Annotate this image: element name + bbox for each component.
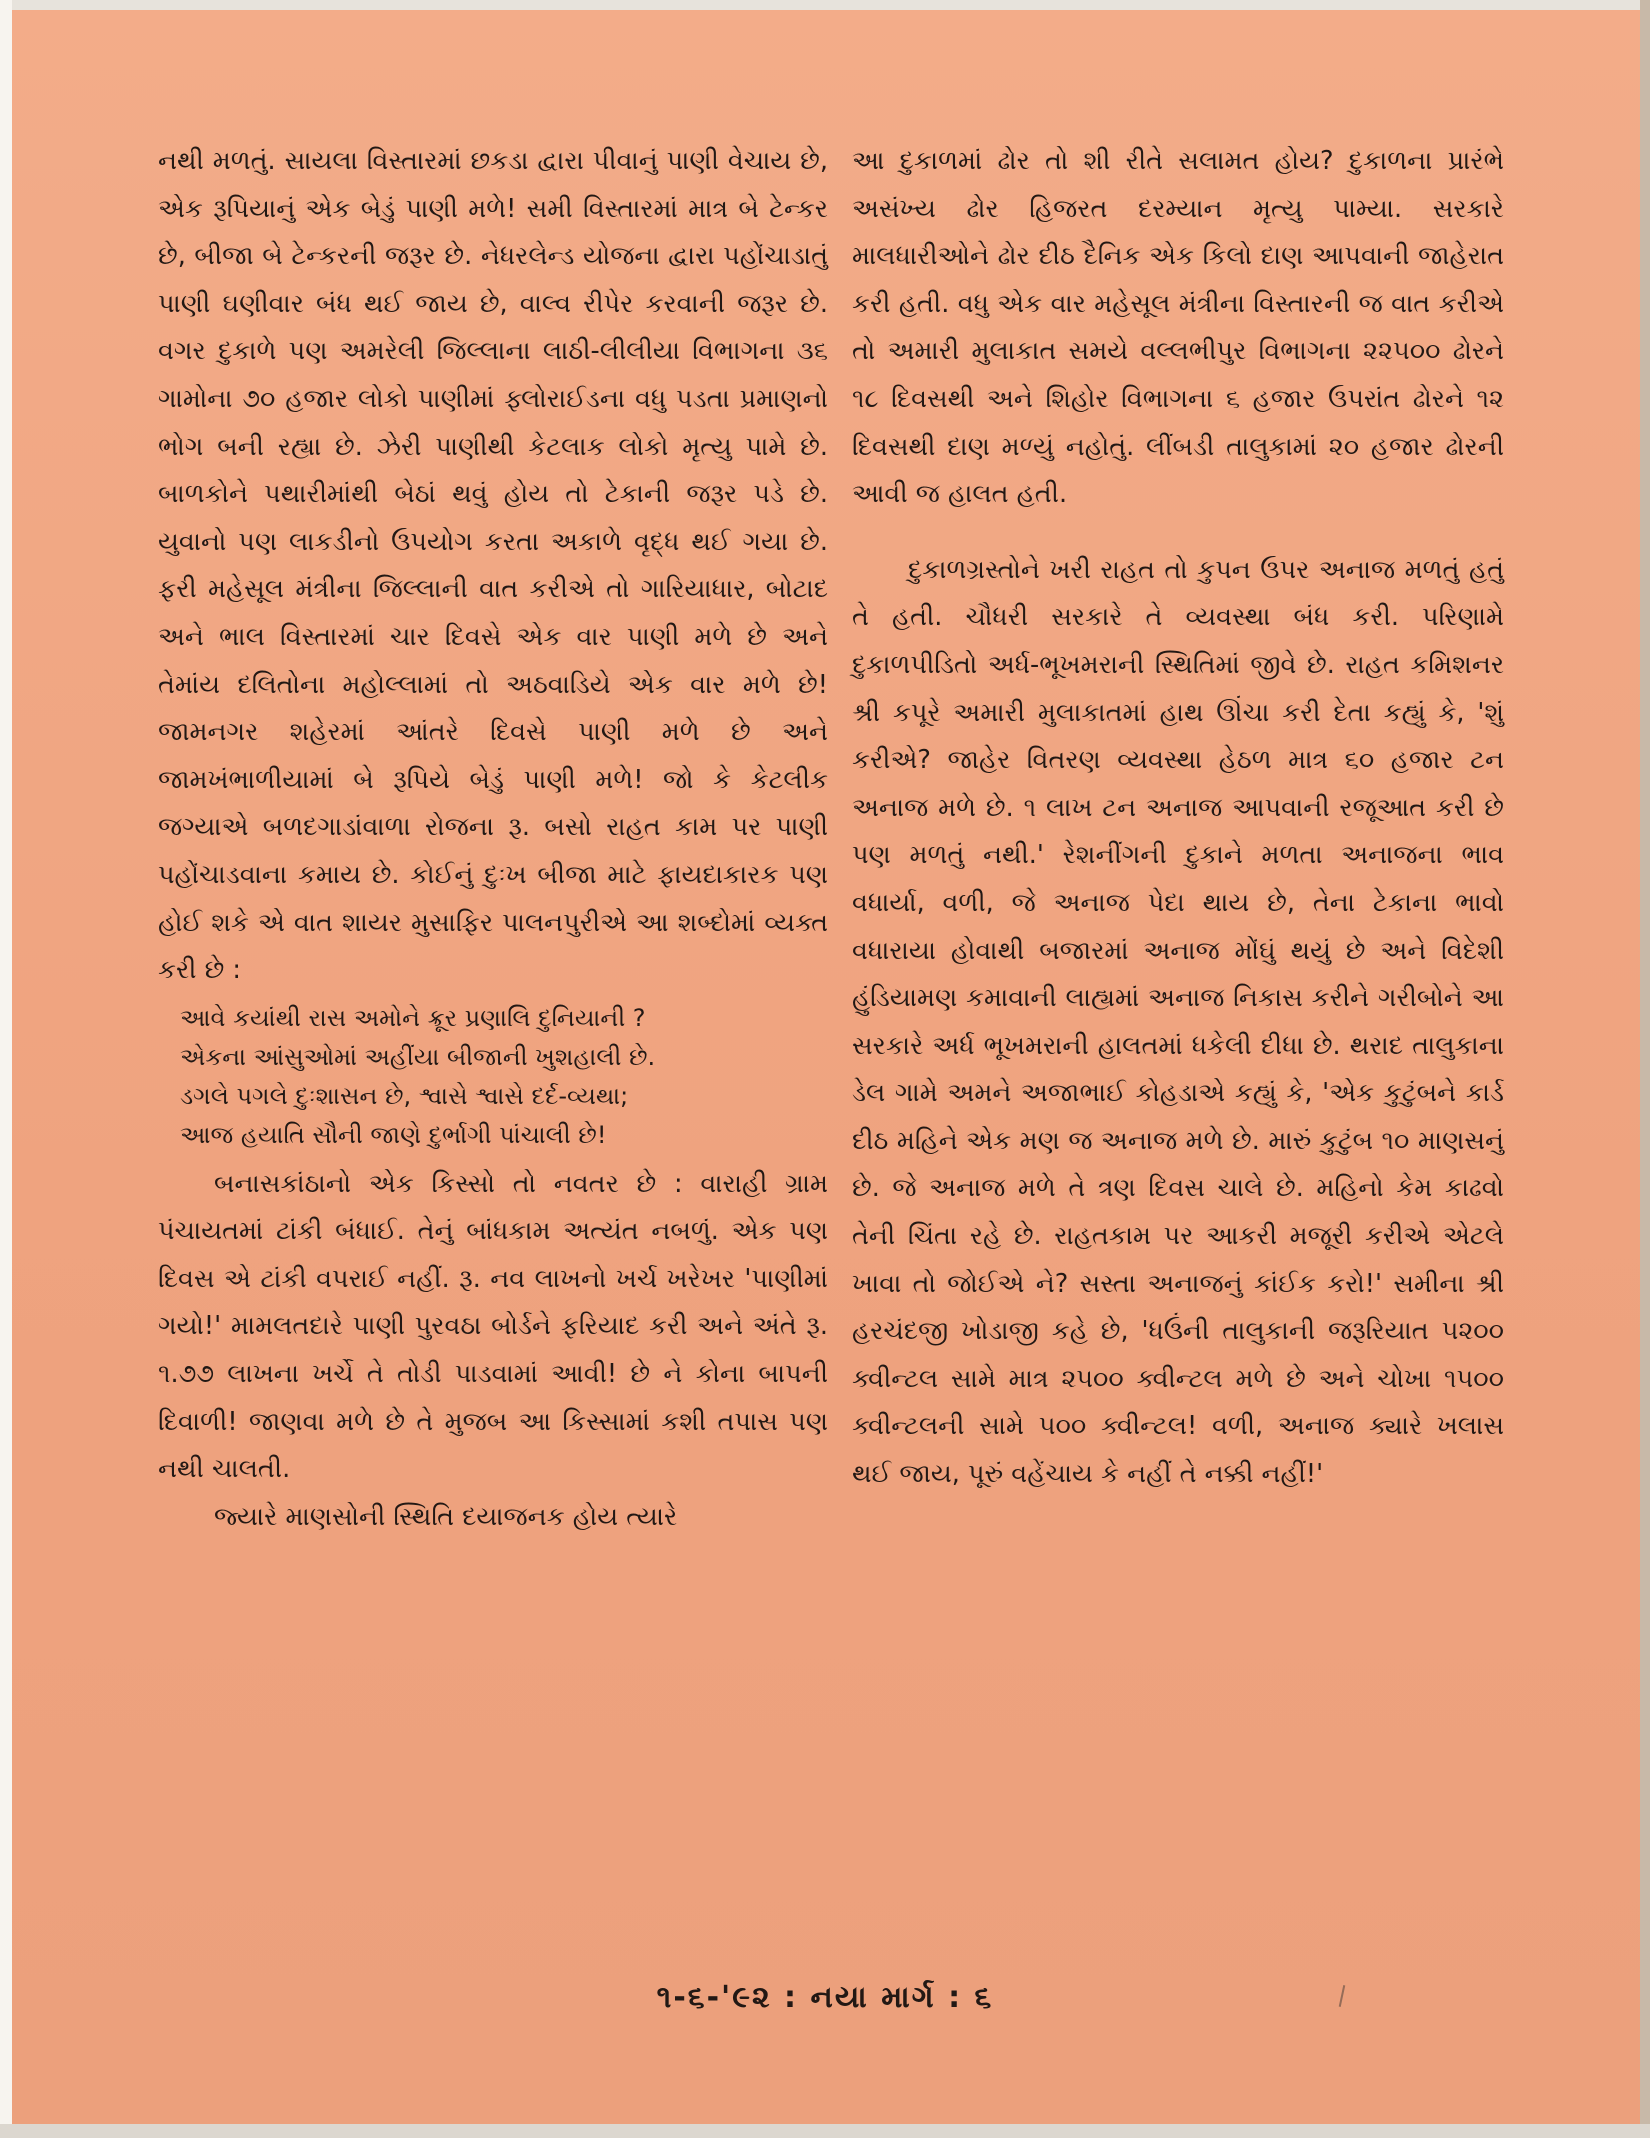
verse-line-4: આજ હયાતિ સૌની જાણે દુર્ભાગી પાંચાલી છે! xyxy=(180,1120,607,1149)
left-paragraph-3: જ્યારે માણસોની સ્થિતિ દયાજનક હોય ત્યારે xyxy=(214,1501,678,1532)
right-paragraph-1: આ દુકાળમાં ઢોર તો શી રીતે સલામત હોય? દુકાળના પ્રારંભે અસંખ્ય ઢોર હિજરત દરમ્યાન મૃત્યુ પામ્યા. સરકારે માલધારીઓને ઢોર દીઠ દૈનિક એક કિલો દાણ આપવાની જાહેરાત કરી હતી. વધુ એક વાર મહેસૂલ મંત્રીના વિસ્તારની જ વાત કરીએ તો અમારી મુલાકાત સમયે વલ્લભીપુર વિભાગના ૨૨૫૦૦ ઢોરને ૧૮ દિવસથી અને શિહોર વિભાગના ૬ હજાર ઉપરાંત ઢોરને ૧૨ દિવસથી દાણ મળ્યું નહોતું. લીંબડી તાલુકામાં ૨૦ હજાર ઢોરની આવી જ હાલત હતી. xyxy=(852,146,1504,510)
scan-edge-top xyxy=(0,0,1650,10)
right-paragraph-2: દુકાળગ્રસ્તોને ખરી રાહત તો કુપન ઉપર અનાજ મળતું હતું તે હતી. ચૌધરી સરકારે તે વ્યવસ્થા બંધ કરી. પરિણામે દુકાળપીડિતો અર્ધ-ભૂખમરાની સ્થિતિમાં જીવે છે. રાહત કમિશનર શ્રી કપૂરે અમારી મુલાકાતમાં હાથ ઊંચા કરી દેતા કહ્યું કે, 'શું કરીએ? જાહેર વિતરણ વ્યવસ્થા હેઠળ માત્ર ૬૦ હજાર ટન અનાજ મળે છે. ૧ લાખ ટન અનાજ આપવાની રજૂઆત કરી છે પણ મળતું નથી.' રેશનીંગની દુકાને મળતા અનાજના ભાવ વધાર્યા, વળી, જે અનાજ પેદા થાય છે, તેના ટેકાના ભાવો વધારાયા હોવાથી બજારમાં અનાજ મોંઘું થયું છે અને વિદેશી હુંડિયામણ કમાવાની લાહ્યમાં અનાજ નિકાસ કરીને ગરીબોને આ સરકારે અર્ધ ભૂખમરાની હાલતમાં ધકેલી દીધા છે. થરાદ તાલુકાના ડેલ ગામે અમને અજાભાઈ કોહડાએ કહ્યું કે, 'એક કુટુંબને કાર્ડ દીઠ મહિને એક મણ જ અનાજ મળે છે. મારું કુટુંબ ૧૦ માણસનું છે. જે અનાજ મળે તે ત્રણ દિવસ ચાલે છે. મહિનો કેમ કાઢવો તેની ચિંતા રહે છે. રાહતકામ પર આકરી મજૂરી કરીએ એટલે ખાવા તો જોઈએ ને? સસ્તા અનાજનું કાંઈક કરો!' સમીના શ્રી હરચંદજી ખોડાજી કહે છે, 'ધઉંની તાલુકાની જરૂરિયાત ૫૨૦૦ ક્વીન્ટલ સામે માત્ર ૨૫૦૦ ક્વીન્ટલ મળે છે અને ચોખા ૧૫૦૦ ક્વીન્ટલની સામે ૫૦૦ ક્વીન્ટલ! વળી, અનાજ ક્યારે ખલાસ થઈ જાય, પૂરું વહેંચાય કે નહીં તે નક્કી નહીં!' xyxy=(852,554,1504,1490)
verse-line-2: એકના આંસુઓમાં અહીંયા બીજાની ખુશહાલી છે. xyxy=(180,1042,656,1071)
left-paragraph-2: બનાસકાંઠાનો એક કિસ્સો તો નવતર છે : વારાહી ગ્રામ પંચાયતમાં ટાંકી બંધાઈ. તેનું બાંધકામ અત્યંત નબળું. એક પણ દિવસ એ ટાંકી વપરાઈ નહીં. રૂ. નવ લાખનો ખર્ચ ખરેખર 'પાણીમાં ગયો!' મામલતદારે પાણી પુરવઠા બોર્ડને ફરિયાદ કરી અને અંતે રૂ. ૧.૭૭ લાખના ખર્ચે તે તોડી પાડવામાં આવી! છે ને કોના બાપની દિવાળી! જાણવા મળે છે તે મુજબ આ કિસ્સામાં કશી તપાસ પણ નથી ચાલતી. xyxy=(158,1168,828,1485)
right-column xyxy=(852,138,1504,1499)
scan-edge-right xyxy=(1640,0,1650,2138)
scan-edge-bottom xyxy=(0,2124,1650,2138)
scan-edge-left xyxy=(0,0,12,2138)
verse-line-3: ડગલે પગલે દુઃશાસન છે, શ્વાસે શ્વાસે દર્દ-વ્યથા; xyxy=(180,1081,629,1110)
page-footer: ૧-૬-'૯૨ : નયા માર્ગ : ૬ xyxy=(656,1980,994,2015)
left-column xyxy=(158,138,828,1541)
verse-line-1: આવે કયાંથી રાસ અમોને ક્રૂર પ્રણાલિ દુનિયાની ? xyxy=(180,1003,646,1032)
left-paragraph-1: નથી મળતું. સાયલા વિસ્તારમાં છકડા દ્વારા પીવાનું પાણી વેચાય છે, એક રૂપિયાનું એક બેડું પાણી મળે! સમી વિસ્તારમાં માત્ર બે ટેન્કર છે, બીજા બે ટેન્કરની જરૂર છે. નેધરલેન્ડ યોજના દ્વારા પહોંચાડાતું પાણી ઘણીવાર બંધ થઈ જાય છે, વાલ્વ રીપેર કરવાની જરૂર છે. વગર દુકાળે પણ અમરેલી જિલ્લાના લાઠી-લીલીયા વિભાગના ૩૬ ગામોના ૭૦ હજાર લોકો પાણીમાં ફ્લોરાઈડના વધુ પડતા પ્રમાણનો ભોગ બની રહ્યા છે. ઝેરી પાણીથી કેટલાક લોકો મૃત્યુ પામે છે. બાળકોને પથારીમાંથી બેઠાં થવું હોય તો ટેકાની જરૂર પડે છે. યુવાનો પણ લાકડીનો ઉપયોગ કરતા અકાળે વૃદ્ધ થઈ ગયા છે. ફરી મહેસૂલ મંત્રીના જિલ્લાની વાત કરીએ તો ગારિયાધાર, બોટાદ અને ભાલ વિસ્તારમાં ચાર દિવસે એક વાર પાણી મળે છે અને તેમાંય દલિતોના મહોલ્લામાં તો અઠવાડિયે એક વાર મળે છે! જામનગર શહેરમાં આંતરે દિવસે પાણી મળે છે અને જામખંભાળીયામાં બે રૂપિયે બેડું પાણી મળે! જો કે કેટલીક જગ્યાએ બળદગાડાંવાળા રોજના રૂ. બસો રાહત કામ પર પાણી પહોંચાડવાના કમાય છે. કોઈનું દુઃખ બીજા માટે ફાયદાકારક પણ હોઈ શકે એ વાત શાયર મુસાફિર પાલનપુરીએ આ શબ્દોમાં વ્યક્ત કરી છે : xyxy=(158,146,828,986)
